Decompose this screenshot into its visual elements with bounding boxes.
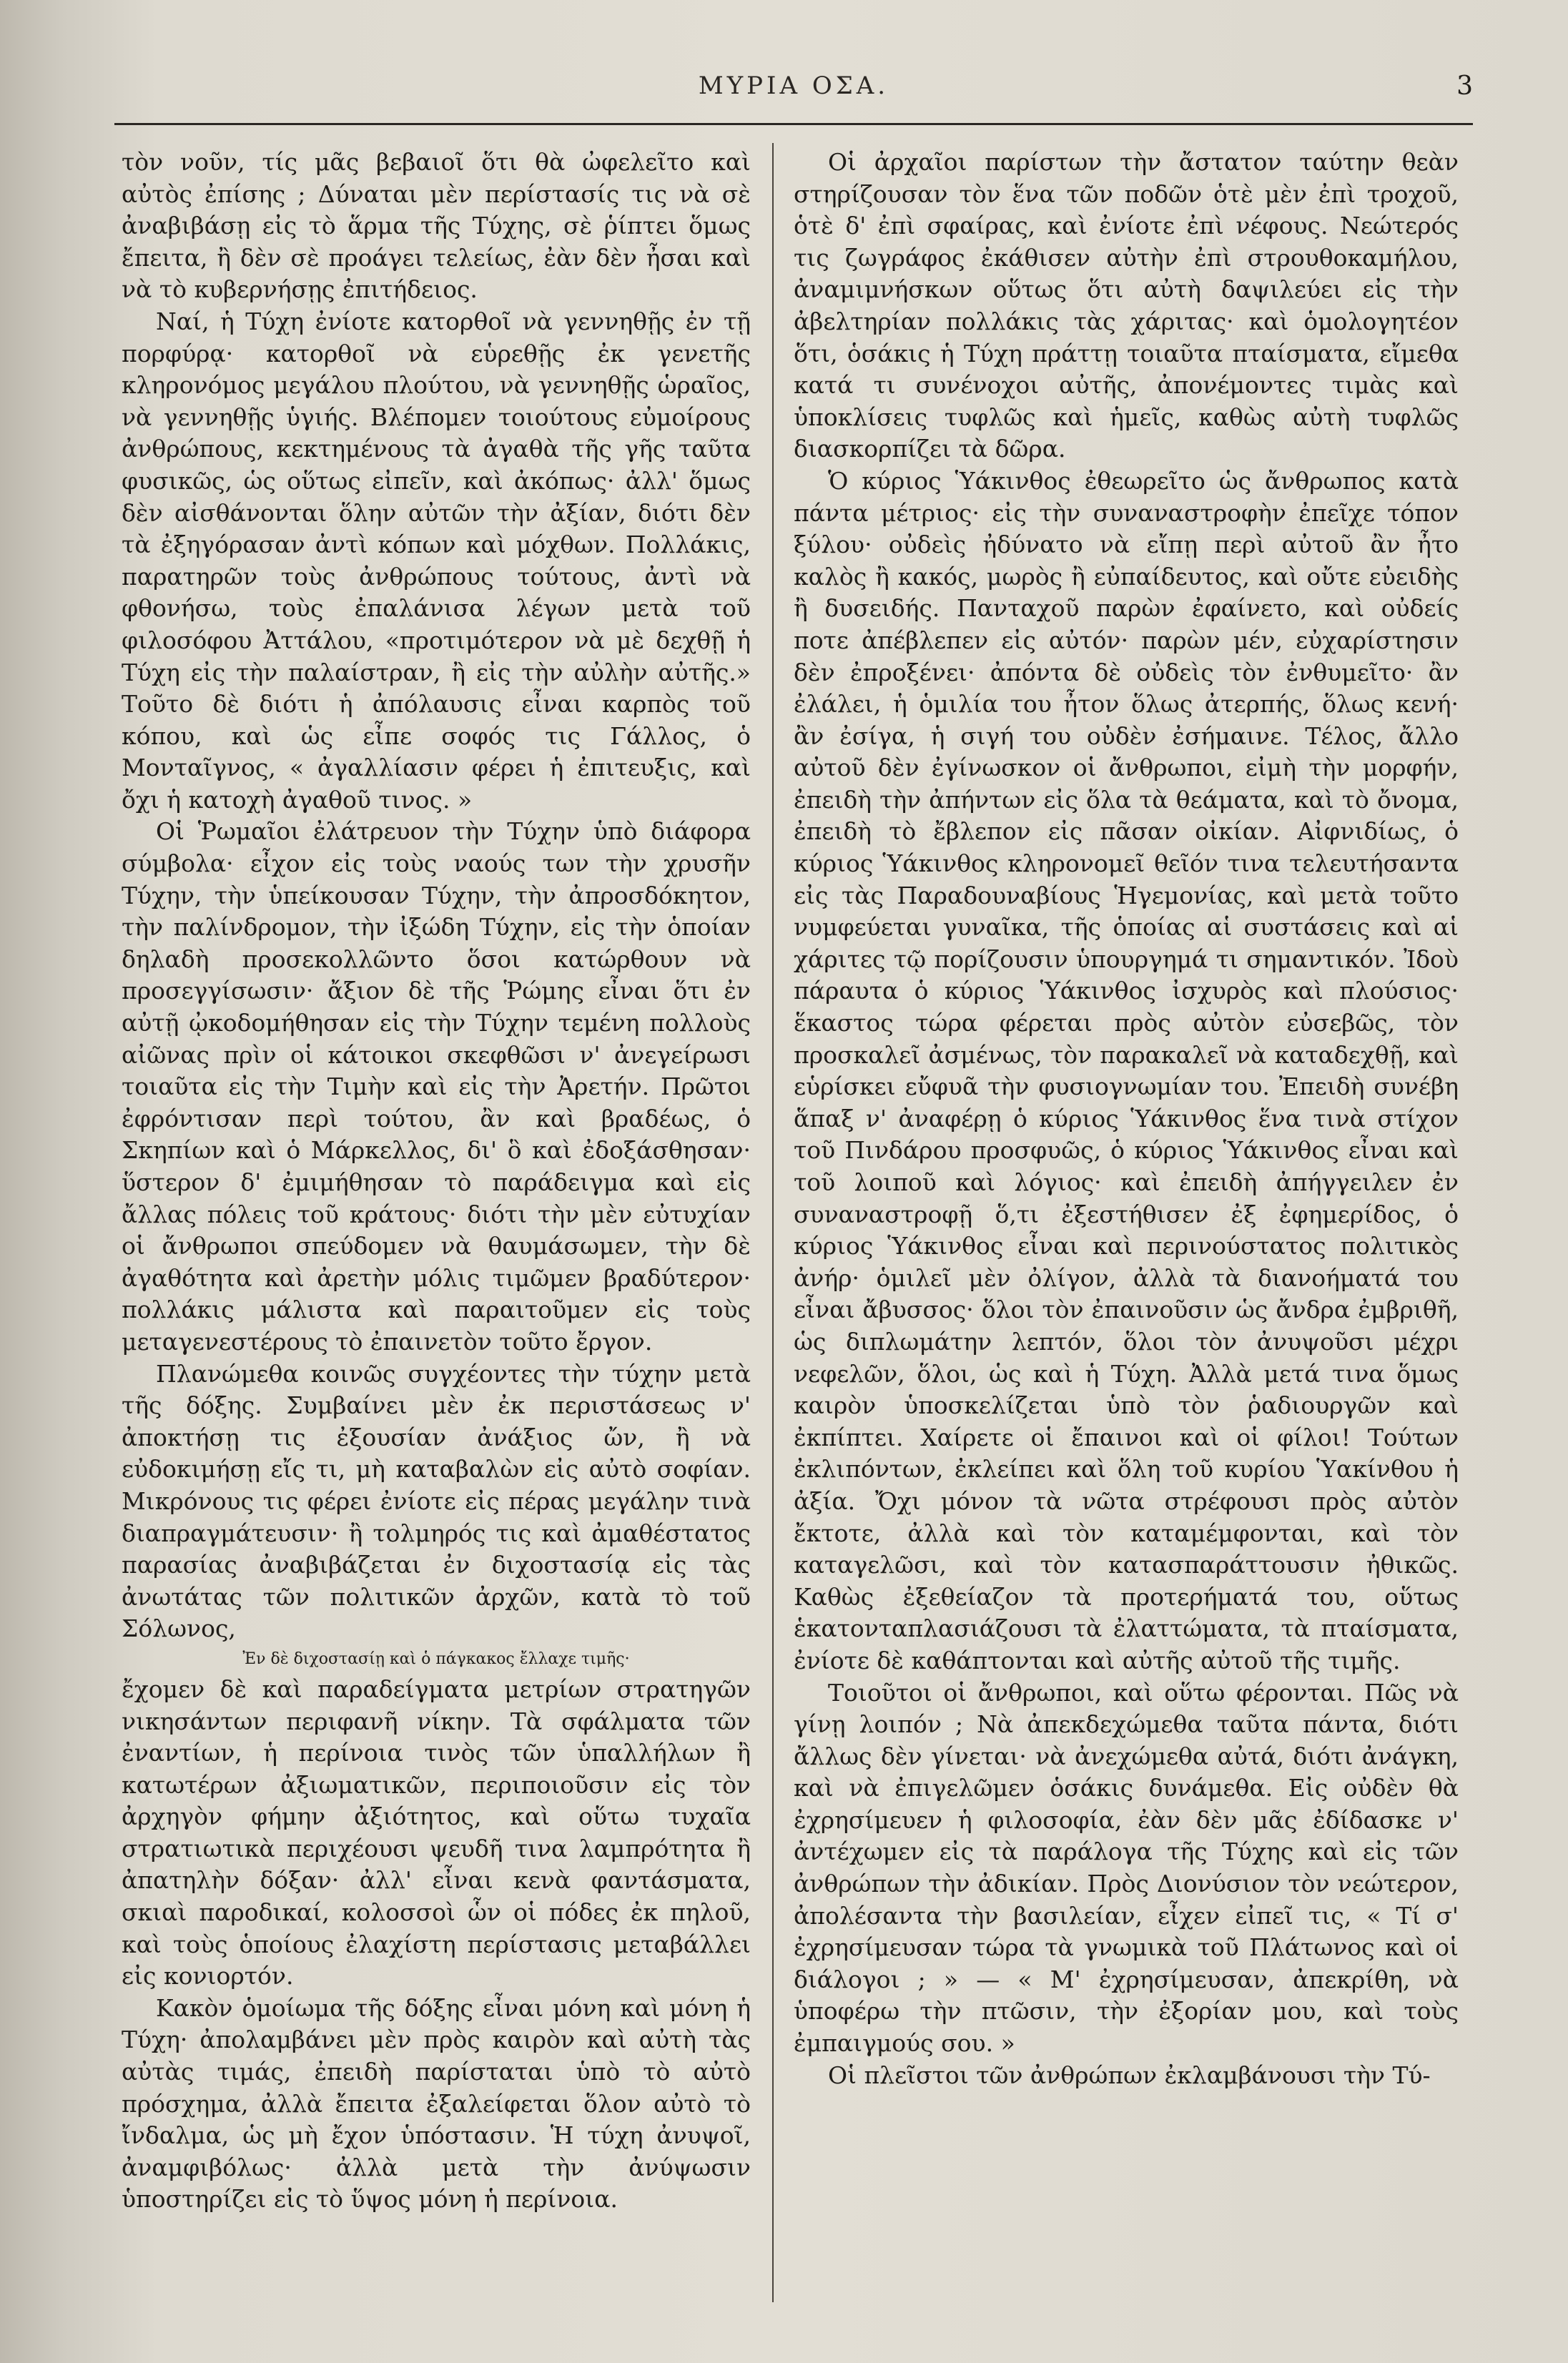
paragraph: Οἱ ἀρχαῖοι παρίστων τὴν ἄστατον ταύτην θεὰν στηρίζουσαν τὸν ἕνα τῶν ποδῶν ὁτὲ μὲν ἐπὶ τροχοῦ, ὁτὲ δ' ἐπὶ σφαίρας, καὶ ἐνίοτε ἐπὶ νέφους. Νεώτερός τις ζωγράφος ἐκάθισεν αὐτὴν ἐπὶ στρουθοκαμήλου, ἀναμιμνήσκων οὕτως ὅτι αὐτὴ δαψιλεύει εἰς τὴν ἀβελτηρίαν πολλάκις τὰς χάριτας· καὶ ὁμολογητέον ὅτι, ὁσάκις ἡ Τύχη πράττῃ τοιαῦτα πταίσματα, εἴμεθα κατά τι συνένοχοι αὐτῆς, ἀπονέμοντες τιμὰς καὶ ὑποκλίσεις τυφλῶς καὶ ἡμεῖς, καθὼς αὐτὴ τυφλῶς διασκορπίζει τὰ δῶρα. [794,148,1459,463]
paragraph: Ὁ κύριος Ὑάκινθος ἐθεωρεῖτο ὡς ἄνθρωπος κατὰ πάντα μέτριος· εἰς τὴν συναναστροφὴν ἐπεῖχε τόπον ξύλου· οὐδεὶς ἠδύνατο νὰ εἴπῃ περὶ αὐτοῦ ἂν ἦτο καλὸς ἢ κακός, μωρὸς ἢ εὐπαίδευτος, καὶ οὔτε εὐειδὴς ἢ δυσειδής. Πανταχοῦ παρὼν ἐφαίνετο, καὶ οὐδείς ποτε ἀπέβλεπεν εἰς αὐτόν· παρὼν μέν, εὐχαρίστησιν δὲν ἐπροξένει· ἀπόντα δὲ οὐδεὶς τὸν ἐνθυμεῖτο· ἂν ἐλάλει, ἡ ὁμιλία του ἦτον ὅλως ἀτερπής, ὅλως κενή· ἂν ἐσίγα, ἡ σιγή του οὐδὲν ἐσήμαινε. Τέλος, ἄλλο αὐτοῦ δὲν ἐγίνωσκον οἱ ἄνθρωποι, εἰμὴ τὴν μορφήν, ἐπειδὴ τὴν ἀπήντων εἰς ὅλα τὰ θεάματα, καὶ τὸ ὄνομα, ἐπειδὴ τὸ ἔβλεπον εἰς πᾶσαν οἰκίαν. Αἰφνιδίως, ὁ κύριος Ὑάκινθος κληρονομεῖ θεῖόν τινα τελευτήσαντα εἰς τὰς Παραδουναβίους Ἡγεμονίας, καὶ μετὰ τοῦτο νυμφεύεται γυναῖκα, τῆς ὁποίας αἱ συστάσεις καὶ αἱ χάριτες τῷ πορίζουσιν ὑπουργημά τι σημαντικόν. Ἰδοὺ πάραυτα ὁ κύριος Ὑάκινθος ἰσχυρὸς καὶ πλούσιος· ἕκαστος τώρα φέρεται πρὸς αὐτὸν εὐσεβῶς, τὸν προσκαλεῖ ἀσμένως, τὸν παρακαλεῖ νὰ καταδεχθῇ, καὶ εὑρίσκει εὔφυᾶ τὴν φυσιογνωμίαν του. Ἐπειδὴ συνέβη ἅπαξ ν' ἀναφέρῃ ὁ κύριος Ὑάκινθος ἕνα τινὰ στίχον τοῦ Πινδάρου προσφυῶς, ὁ κύριος Ὑάκινθος εἶναι καὶ τοῦ λοιποῦ καὶ λόγιος· καὶ ἐπειδὴ ἀπήγγειλεν ἐν συναναστροφῇ ὅ,τι ἐξεστήθισεν ἐξ ἐφημερίδος, ὁ κύριος Ὑάκινθος εἶναι καὶ περινούστατος πολιτικὸς ἀνήρ· ὁμιλεῖ μὲν ὀλίγον, ἀλλὰ τὰ διανοήματά του εἶναι ἄβυσσος· ὅλοι τὸν ἐπαινοῦσιν ὡς ἄνδρα ἐμβριθῆ, ὡς διπλωμάτην λεπτόν, ὅλοι τὸν ἀνυψοῦσι μέχρι νεφελῶν, ὅλοι, ὡς καὶ ἡ Τύχη. Ἀλλὰ μετά τινα ὅμως καιρὸν ὑποσκελίζεται ὑπὸ τὸν ῥαδιουργῶν καὶ ἐκπίπτει. Χαίρετε οἱ ἔπαινοι καὶ οἱ φίλοι! Τούτων ἐκλιπόντων, ἐκλείπει καὶ ὅλη τοῦ κυρίου Ὑακίνθου ἡ ἀξία. Ὄχι μόνον τὰ νῶτα στρέφουσι πρὸς αὐτὸν ἔκτοτε, ἀλλὰ καὶ τὸν καταμέμφονται, καὶ τὸν καταγελῶσι, καὶ τὸν κατασπαράττουσιν ἠθικῶς. Καθὼς ἐξεθείαζον τὰ προτερήματά του, οὕτως ἑκατονταπλασιάζουσι τὰ ἐλαττώματα, τὰ πταίσματα, ἐνίοτε δὲ καθάπτονται καὶ αὐτῆς αὐτοῦ τῆς τιμῆς. [794,466,1459,1674]
paragraph: Τοιοῦτοι οἱ ἄνθρωποι, καὶ οὕτω φέρονται. Πῶς νὰ γίνῃ λοιπόν ; Νὰ ἀπεκδεχώμεθα ταῦτα πάντα, διότι ἄλλως δὲν γίνεται· νὰ ἀνεχώμεθα αὐτά, διότι ἀνάγκη, καὶ νὰ ἐπιγελῶμεν ὁσάκις δυνάμεθα. Εἰς οὐδὲν θὰ ἐχρησίμευεν ἡ φιλοσοφία, ἐὰν δὲν μᾶς ἐδίδασκε ν' ἀντέχωμεν εἰς τὰ παράλογα τῆς Τύχης καὶ εἰς τῶν ἀνθρώπων τὴν ἀδικίαν. Πρὸς Διονύσιον τὸν νεώτερον, ἀπολέσαντα τὴν βασιλείαν, εἶχεν εἰπεῖ τις, « Τί σ' ἐχρησίμευσαν τώρα τὰ γνωμικὰ τοῦ Πλάτωνος καὶ οἱ διάλογοι ; » — « Μ' ἐχρησίμευσαν, ἀπεκρίθη, νὰ ὑποφέρω τὴν πτῶσιν, τὴν ἐξορίαν μου, καὶ τοὺς ἐμπαιγμούς σου. » [794,1678,1459,2058]
column-divider [772,143,774,2302]
paragraph: Κακὸν ὁμοίωμα τῆς δόξης εἶναι μόνη καὶ μόνη ἡ Τύχη· ἀπολαμβάνει μὲν πρὸς καιρὸν καὶ αὐτὴ τὰς αὐτὰς τιμάς, ἐπειδὴ παρίσταται ὑπὸ τὸ αὐτὸ πρόσχημα, ἀλλὰ ἔπειτα ἐξαλείφεται ὅλον αὐτὸ τὸ ἴνδαλμα, ὡς μὴ ἔχον ὑπόστασιν. Ἡ τύχη ἀνυψοῖ, ἀναμφιβόλως· ἀλλὰ μετὰ τὴν ἀνύψωσιν ὑποστηρίζει εἰς τὸ ὕψος μόνη ἡ περίνοια. [122,1993,751,2214]
page-header [114,66,1473,109]
paragraph: Οἱ Ῥωμαῖοι ἐλάτρευον τὴν Τύχην ὑπὸ διάφορα σύμβολα· εἶχον εἰς τοὺς ναούς των τὴν χρυσῆν Τύχην, τὴν ὑπείκουσαν Τύχην, τὴν ἀπροσδόκητον, τὴν παλίνδρομον, τὴν ἰξώδη Τύχην, εἰς τὴν ὁποίαν δηλαδὴ προσεκολλῶντο ὅσοι κατώρθουν νὰ προσεγγίσωσιν· ἄξιον δὲ τῆς Ῥώμης εἶναι ὅτι ἐν αὐτῇ ᾠκοδομήθησαν εἰς τὴν Τύχην τεμένη πολλοὺς αἰῶνας πρὶν οἱ κάτοικοι σκεφθῶσι ν' ἀνεγείρωσι τοιαῦτα εἰς τὴν Τιμὴν καὶ εἰς τὴν Ἀρετήν. Πρῶτοι ἐφρόντισαν περὶ τούτου, ἂν καὶ βραδέως, ὁ Σκηπίων καὶ ὁ Μάρκελλος, δι' ὃ καὶ ἐδοξάσθησαν· ὕστερον δ' ἐμιμήθησαν τὸ παράδειγμα καὶ εἰς ἄλλας πόλεις τοῦ κράτους· διότι τὴν μὲν εὐτυχίαν οἱ ἄνθρωποι σπεύδομεν νὰ θαυμάσωμεν, τὴν δὲ ἀγαθότητα καὶ ἀρετὴν μόλις τιμῶμεν βραδύτερον· πολλάκις μάλιστα καὶ παραιτοῦμεν εἰς τοὺς μεταγενεστέρους τὸ ἐπαινετὸν τοῦτο ἔργον. [122,817,751,1356]
header-rule [114,123,1473,125]
paragraph: ἔχομεν δὲ καὶ παραδείγματα μετρίων στρατηγῶν νικησάντων περιφανῆ νίκην. Τὰ σφάλματα τῶν ἐναντίων, ἡ περίνοια τινὸς τῶν ὑπαλλήλων ἢ κατωτέρων ἀξιωματικῶν, περιποιοῦσιν εἰς τὸν ἀρχηγὸν φήμην ἀξιότητος, καὶ οὕτω τυχαῖα στρατιωτικὰ περιχέουσι ψευδῆ τινα λαμπρότητα ἢ ἀπατηλὴν δόξαν· ἀλλ' εἶναι κενὰ φαντάσματα, σκιαὶ παροδικαί, κολοσσοὶ ὧν οἱ πόδες ἐκ πηλοῦ, καὶ τοὺς ὁποίους ἐλαχίστη περίστασις μεταβάλλει εἰς κονιορτόν. [122,1674,751,1990]
right-column [794,147,1459,2091]
page-number: 3 [1456,71,1473,101]
left-column [122,147,751,2216]
paragraph: Οἱ πλεῖστοι τῶν ἀνθρώπων ἐκλαμβάνουσι τὴν Τύ- [828,2061,1431,2089]
paragraph: Ναί, ἡ Τύχη ἐνίοτε κατορθοῖ νὰ γεννηθῇς ἐν τῇ πορφύρᾳ· κατορθοῖ νὰ εὑρεθῇς ἐκ γενετῆς κληρονόμος μεγάλου πλούτου, νὰ γεννηθῇς ὡραῖος, νὰ γεννηθῇς ὑγιής. Βλέπομεν τοιούτους εὐμοίρους ἀνθρώπους, κεκτημένους τὰ ἀγαθὰ τῆς γῆς ταῦτα φυσικῶς, ὡς οὕτως εἰπεῖν, καὶ ἀκόπως· ἀλλ' ὅμως δὲν αἰσθάνονται ὅλην αὐτῶν τὴν ἀξίαν, διότι δὲν τὰ ἐξηγόρασαν ἀντὶ κόπων καὶ μόχθων. Πολλάκις, παρατηρῶν τοὺς ἀνθρώπους τούτους, ἀντὶ νὰ φθονήσω, τοὺς ἐπαλάνισα λέγων μετὰ τοῦ φιλοσόφου Ἀττάλου, «προτιμότερον νὰ μὲ δεχθῇ ἡ Τύχη εἰς τὴν παλαίστραν, ἢ εἰς τὴν αὐλὴν αὐτῆς.» Τοῦτο δὲ διότι ἡ ἀπόλαυσις εἶναι καρπὸς τοῦ κόπου, καὶ ὡς εἶπε σοφός τις Γάλλος, ὁ Μονταῖγνος, « ἀγαλλίασιν φέρει ἡ ἐπιτευξις, καὶ ὄχι ἡ κατοχὴ ἀγαθοῦ τινος. » [122,307,751,814]
running-title: ΜΥΡΙΑ ΟΣΑ. [698,71,889,100]
paragraph: Πλανώμεθα κοινῶς συγχέοντες τὴν τύχην μετὰ τῆς δόξης. Συμβαίνει μὲν ἐκ περιστάσεως ν' ἀποκτήσῃ τις ἐξουσίαν ἀνάξιος ὤν, ἢ νὰ εὐδοκιμήσῃ εἴς τι, μὴ καταβαλὼν εἰς αὐτὸ σοφίαν. Μικρόνους τις φέρει ἐνίοτε εἰς πέρας μεγάλην τινὰ διαπραγμάτευσιν· ἢ τολμηρός τις καὶ ἀμαθέστατος παρασίας ἀναβιβάζεται ἐν διχοστασίᾳ εἰς τὰς ἀνωτάτας τῶν πολιτικῶν ἀρχῶν, κατὰ τὸ τοῦ Σόλωνος, [122,1359,751,1643]
verse-quote: Ἐν δὲ διχοστασίῃ καὶ ὁ πάγκακος ἔλλαχε τιμῆς· [242,1649,630,1668]
paragraph: τὸν νοῦν, τίς μᾶς βεβαιοῖ ὅτι θὰ ὠφελεῖτο καὶ αὐτὸς ἐπίσης ; Δύναται μὲν περίστασίς τις νὰ σὲ ἀναβιβάσῃ εἰς τὸ ἅρμα τῆς Τύχης, σὲ ῥίπτει ὅμως ἔπειτα, ἢ δὲν σὲ προάγει τελείως, ἐὰν δὲν ἦσαι καὶ νὰ τὸ κυβερνήσῃς ἐπιτήδειος. [122,148,751,304]
